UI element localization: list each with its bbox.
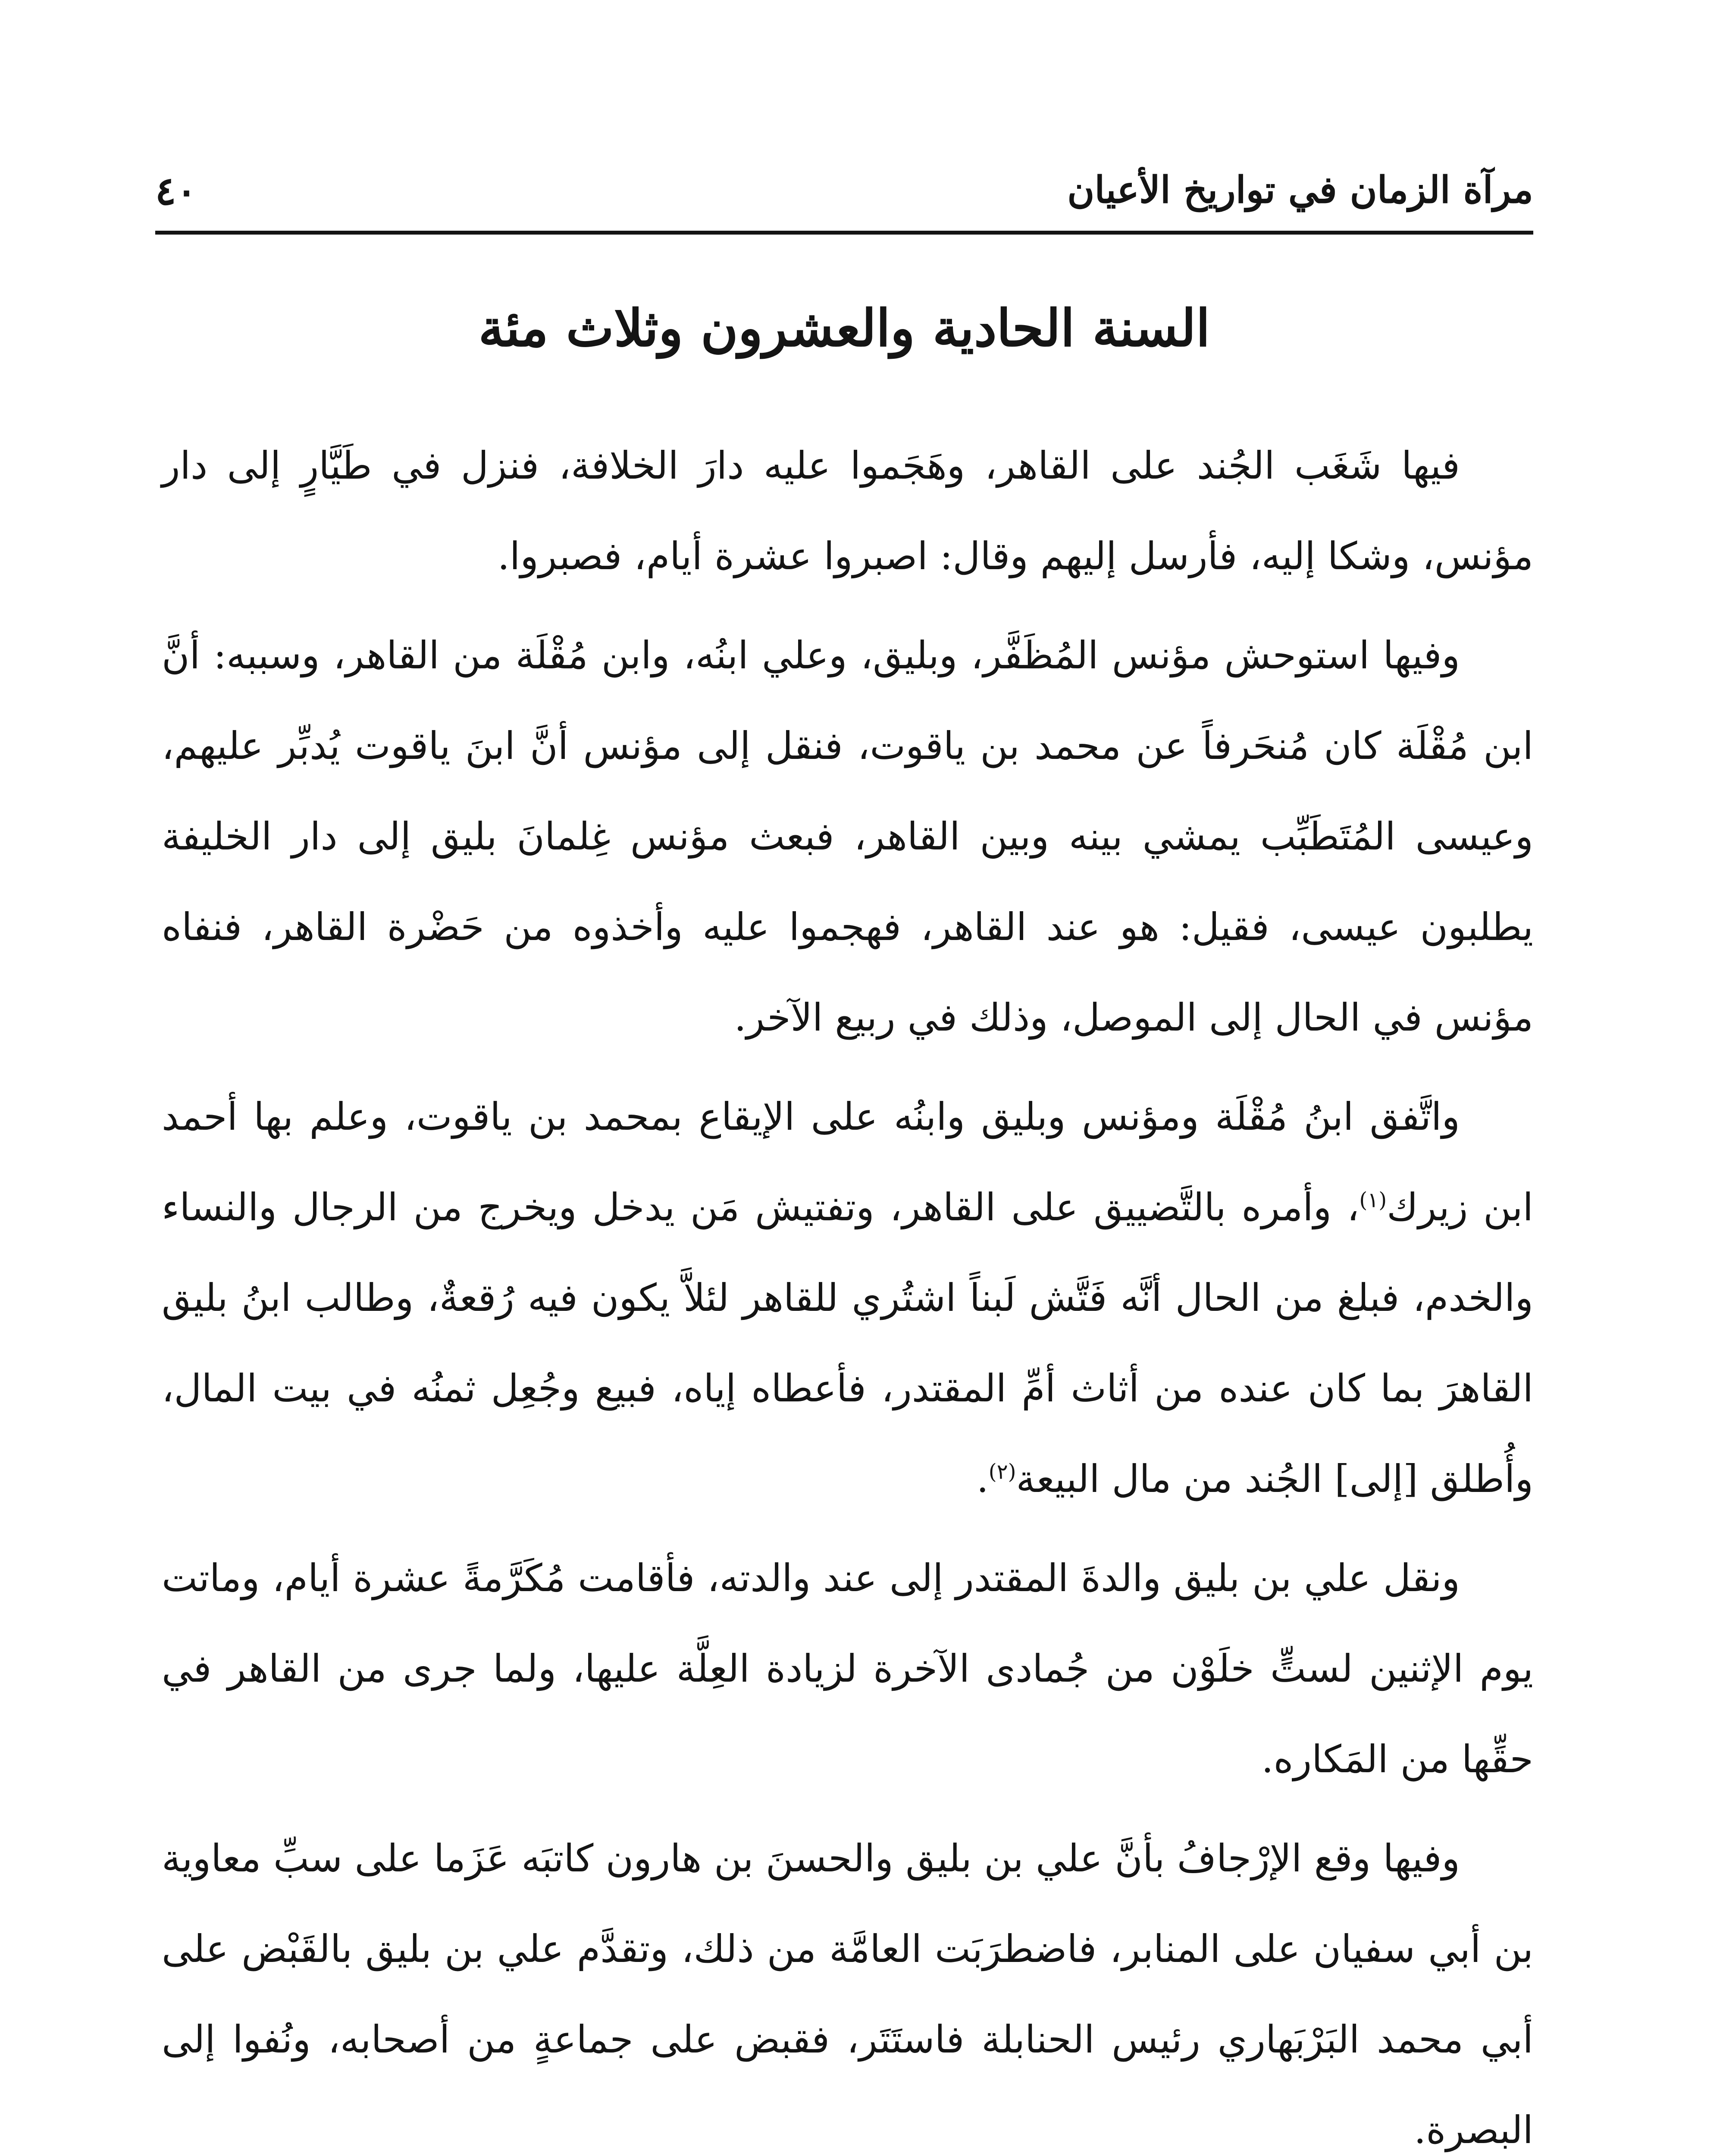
paragraph-text: . bbox=[976, 1457, 989, 1501]
page-header bbox=[155, 168, 1533, 216]
paragraph-text: ، وأمره بالتَّضييق على القاهر، وتفتيش مَن يدخل ويخرج من الرجال والنساء والخدم، فبلغ من الحال أنَّه فَتَّش لَبناً اشتُري للقاهر لئلاَّ يكون فيه رُقعةٌ، وطالب ابنُ بليق القاهرَ بما كان عنده من أثاث أمِّ المقتدر، فأعطاه إياه، فبيع وجُعِل ثمنُه في بيت المال، وأُطلق [إلى] الجُند من مال البيعة bbox=[162, 1185, 1533, 1501]
header-rule bbox=[155, 231, 1533, 235]
footnote-marker: (١) bbox=[1359, 1188, 1387, 1213]
book-title: مرآة الزمان في تواريخ الأعيان bbox=[1067, 168, 1533, 212]
paragraph: وفيها وقع الإرْجافُ بأنَّ علي بن بليق والحسنَ بن هارون كاتبَه عَزَما على سبِّ معاوية بن أبي سفيان على المنابر، فاضطرَبَت العامَّة من ذلك، وتقدَّم علي بن بليق بالقَبْض على أبي محمد البَرْبَهاري رئيس الحنابلة فاستَتَر، فقبض على جماعةٍ من أصحابه، ونُفوا إلى البصرة. bbox=[162, 1836, 1533, 2152]
paragraph: ونقل علي بن بليق والدةَ المقتدر إلى عند والدته، فأقامت مُكَرَّمةً عشرة أيام، وماتت يوم الإثنين لستٍّ خلَوْن من جُمادى الآخرة لزيادة العِلَّة عليها، ولما جرى من القاهر في حقِّها من المَكاره. bbox=[162, 1556, 1533, 1781]
paragraph-text: واتَّفق ابنُ مُقْلَة ومؤنس وبليق وابنُه على الإيقاع بمحمد بن ياقوت، وعلم بها أحمد ابن زيرك bbox=[162, 1094, 1533, 1229]
page-number: ٤٠ bbox=[155, 168, 197, 214]
body-text bbox=[162, 420, 1533, 2156]
paragraph: فيها شَغَب الجُند على القاهر، وهَجَموا عليه دارَ الخلافة، فنزل في طَيَّارٍ إلى دار مؤنس، وشكا إليه، فأرسل إليهم وقال: اصبروا عشرة أيام، فصبروا. bbox=[162, 443, 1533, 578]
footnote-marker: (٢) bbox=[988, 1460, 1016, 1484]
paragraph: وفيها استوحش مؤنس المُظَفَّر، وبليق، وعلي ابنُه، وابن مُقْلَة من القاهر، وسببه: أنَّ ابن مُقْلَة كان مُنحَرفاً عن محمد بن ياقوت، فنقل إلى مؤنس أنَّ ابنَ ياقوت يُدبِّر عليهم، وعيسى المُتَطَبِّب يمشي بينه وبين القاهر، فبعث مؤنس غِلمانَ بليق إلى دار الخليفة يطلبون عيسى، فقيل: هو عند القاهر، فهجموا عليه وأخذوه من حَضْرة القاهر، فنفاه مؤنس في الحال إلى الموصل، وذلك في ربيع الآخر. bbox=[162, 633, 1533, 1040]
section-title: السنة الحادية والعشرون وثلاث مئة bbox=[478, 298, 1210, 358]
paragraph bbox=[162, 1072, 1533, 1524]
